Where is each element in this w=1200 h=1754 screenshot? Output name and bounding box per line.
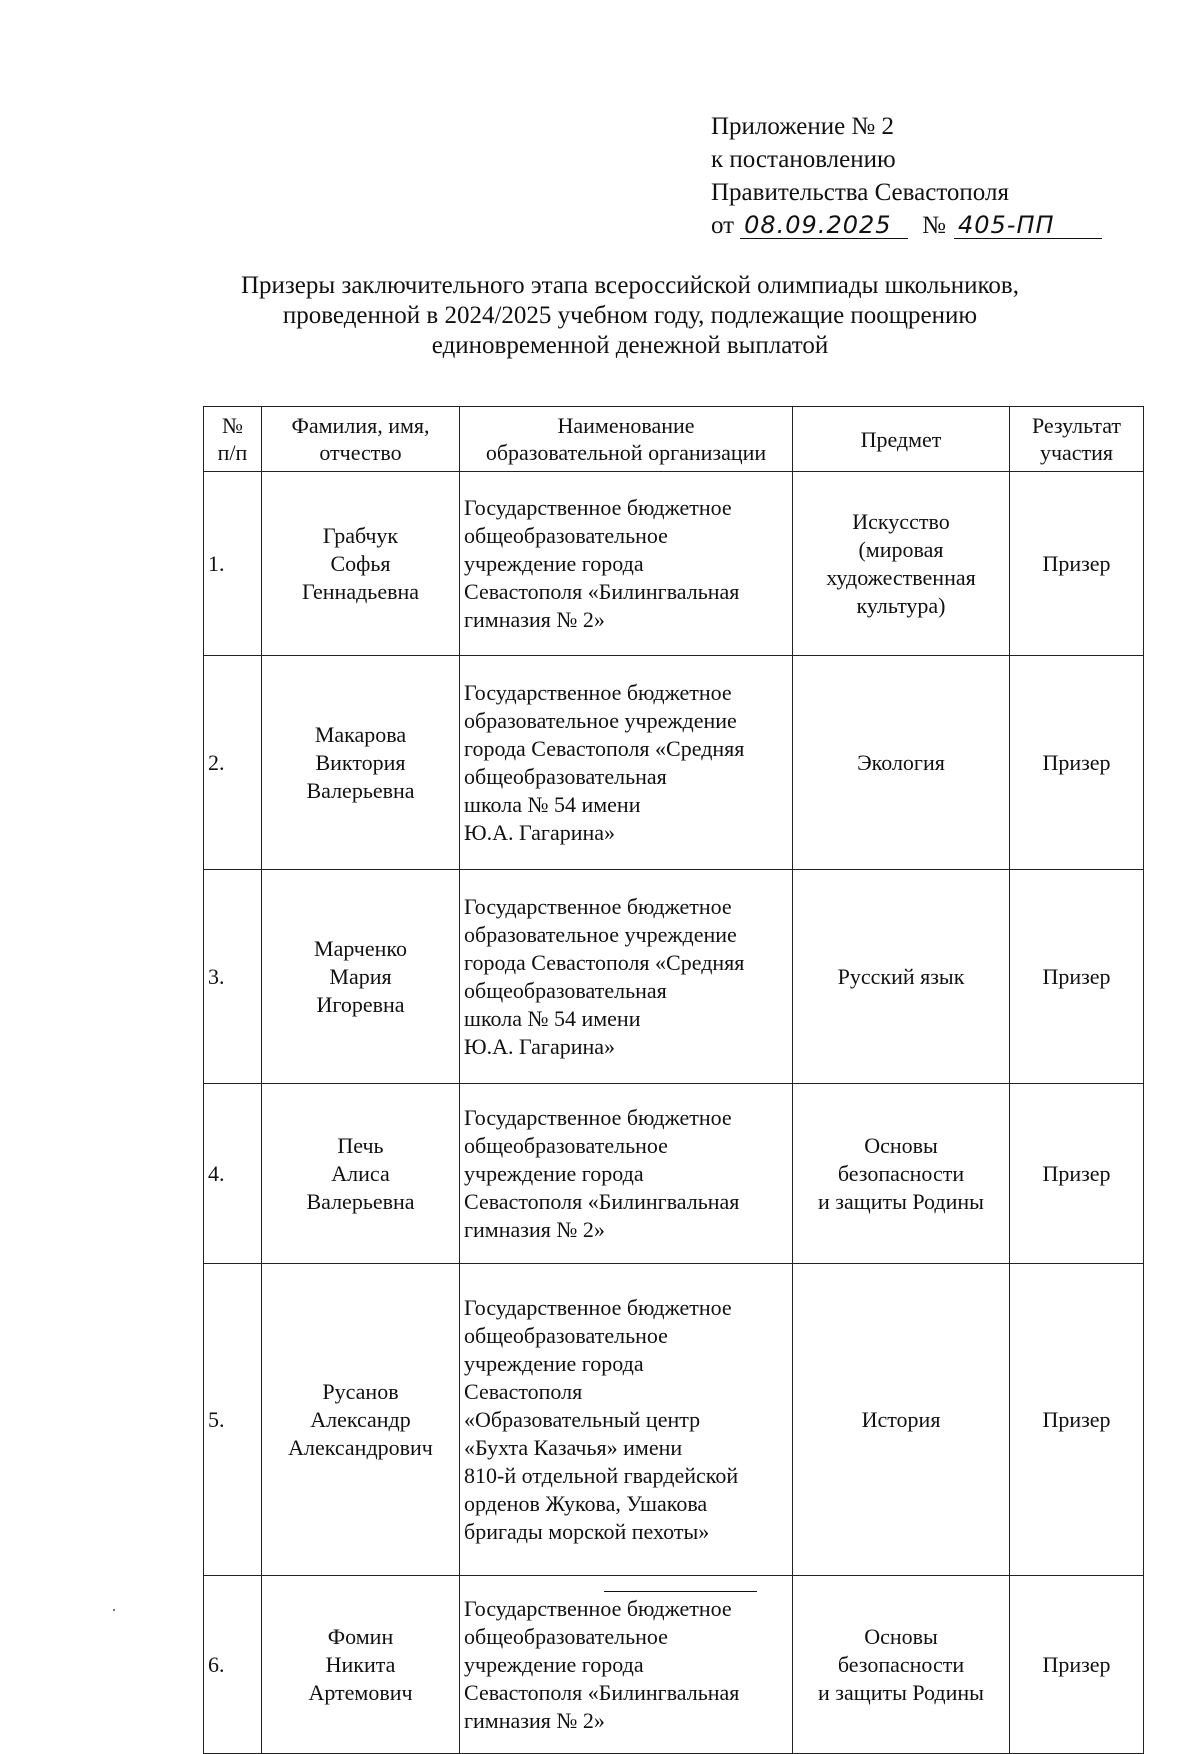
text-line: Фамилия, имя,	[291, 413, 430, 438]
cell-org	[460, 1264, 793, 1576]
text-line: Софья	[330, 550, 391, 576]
winners-table	[203, 406, 1144, 1754]
cell-name	[262, 656, 460, 870]
text-line: безопасности	[837, 1651, 965, 1677]
cell-name	[262, 1084, 460, 1264]
text-line: города Севастополя «Средняя	[464, 949, 745, 975]
text-line: Фомин	[327, 1623, 394, 1649]
text-line: Севастополя «Билингвальная	[464, 1679, 740, 1705]
text-line: школа № 54 имени	[464, 791, 641, 817]
text-line: гимназия № 2»	[464, 1216, 605, 1242]
cell-org	[460, 1084, 793, 1264]
text-line: художественная	[826, 564, 976, 590]
table-row	[204, 656, 1144, 870]
cell-subject	[793, 656, 1010, 870]
text-line: образовательное учреждение	[464, 921, 737, 947]
text-line: города Севастополя «Средняя	[464, 735, 745, 761]
cell-result: Призер	[1010, 1576, 1144, 1754]
table-row	[204, 1084, 1144, 1264]
cell-no: 4.	[204, 1084, 262, 1264]
cell-subject	[793, 1084, 1010, 1264]
text-line: История	[861, 1406, 941, 1432]
cell-no: 5.	[204, 1264, 262, 1576]
text-line: п/п	[217, 440, 248, 465]
text-line: Экология	[857, 749, 945, 775]
text-line: 810-й отдельной гвардейской	[464, 1462, 739, 1488]
text-line: орденов Жукова, Ушакова	[464, 1490, 708, 1516]
text-line: №	[222, 413, 243, 438]
text-line: Результат	[1031, 413, 1122, 438]
text-line: Государственное бюджетное	[464, 1104, 732, 1130]
cell-name	[262, 1576, 460, 1754]
cell-name	[262, 472, 460, 656]
text-line: Ю.А. Гагарина»	[464, 819, 616, 845]
text-line: Игоревна	[316, 991, 405, 1017]
closing-line	[604, 1591, 757, 1592]
text-line: школа № 54 имени	[464, 1005, 641, 1031]
header-no	[204, 407, 262, 472]
text-line: Севастополя	[464, 1378, 583, 1404]
cell-subject	[793, 870, 1010, 1084]
cell-result: Призер	[1010, 656, 1144, 870]
text-line: Русский язык	[837, 963, 965, 989]
cell-subject	[793, 1576, 1010, 1754]
number-prefix: №	[922, 212, 946, 239]
text-line: отчество	[319, 440, 402, 465]
text-line: Геннадьевна	[301, 578, 420, 604]
appendix-block	[711, 110, 1102, 242]
appendix-date-number	[711, 209, 1102, 242]
cell-no: 1.	[204, 472, 262, 656]
header-name	[262, 407, 460, 472]
text-line: Государственное бюджетное	[464, 1294, 732, 1320]
cell-org	[460, 656, 793, 870]
text-line: общеобразовательная	[464, 977, 667, 1003]
text-line: Предмет	[860, 426, 942, 452]
title-line-3: единовременной денежной выплатой	[431, 332, 829, 359]
scan-speck	[113, 1609, 115, 1611]
text-line: учреждение города	[464, 1350, 644, 1376]
text-line: Ю.А. Гагарина»	[464, 1033, 616, 1059]
text-line: общеобразовательное	[464, 522, 668, 548]
table-row	[204, 472, 1144, 656]
text-line: Искусство	[852, 508, 950, 534]
text-line: образовательное учреждение	[464, 707, 737, 733]
title-line-2: проведенной в 2024/2025 учебном году, подлежащие поощрению	[282, 302, 978, 329]
text-line: учреждение города	[464, 550, 644, 576]
text-line: Валерьевна	[306, 777, 415, 803]
text-line: Печь	[337, 1132, 384, 1158]
text-line: Алиса	[331, 1160, 390, 1186]
text-line: общеобразовательная	[464, 763, 667, 789]
cell-name	[262, 1264, 460, 1576]
text-line: Государственное бюджетное	[464, 893, 732, 919]
text-line: и защиты Родины	[818, 1188, 984, 1214]
text-line: Основы	[864, 1132, 938, 1158]
text-line: Государственное бюджетное	[464, 494, 732, 520]
text-line: общеобразовательное	[464, 1132, 668, 1158]
cell-no: 3.	[204, 870, 262, 1084]
text-line: «Образовательный центр	[464, 1406, 701, 1432]
text-line: (мировая	[858, 536, 944, 562]
handwritten-number: 405-ПП	[954, 212, 1102, 239]
title-line-1: Призеры заключительного этапа всероссийской олимпиады школьников,	[241, 272, 1019, 299]
text-line: Валерьевна	[306, 1188, 415, 1214]
text-line: гимназия № 2»	[464, 606, 605, 632]
text-line: Русанов	[322, 1378, 399, 1404]
appendix-ref: к постановлению	[711, 146, 896, 173]
text-line: безопасности	[837, 1160, 965, 1186]
text-line: Наименование	[557, 413, 695, 438]
cell-subject	[793, 1264, 1010, 1576]
cell-name	[262, 870, 460, 1084]
header-org	[460, 407, 793, 472]
text-line: Александр	[310, 1406, 411, 1432]
text-line: и защиты Родины	[818, 1679, 984, 1705]
cell-no: 2.	[204, 656, 262, 870]
text-line: Государственное бюджетное	[464, 1595, 732, 1621]
text-line: участия	[1039, 440, 1114, 465]
table-row	[204, 1576, 1144, 1754]
text-line: Макарова	[314, 721, 407, 747]
cell-result: Призер	[1010, 1264, 1144, 1576]
text-line: образовательной организации	[485, 440, 767, 465]
cell-result: Призер	[1010, 472, 1144, 656]
cell-org	[460, 472, 793, 656]
cell-org	[460, 870, 793, 1084]
text-line: Мария	[329, 963, 392, 989]
cell-subject	[793, 472, 1010, 656]
appendix-authority: Правительства Севастополя	[711, 179, 1009, 206]
appendix-title: Приложение № 2	[711, 113, 895, 140]
header-result	[1010, 407, 1144, 472]
text-line: учреждение города	[464, 1160, 644, 1186]
cell-result: Призер	[1010, 870, 1144, 1084]
header-subject	[793, 407, 1010, 472]
document-title	[150, 271, 1110, 361]
cell-no: 6.	[204, 1576, 262, 1754]
text-line: Александрович	[288, 1434, 433, 1460]
table-row	[204, 870, 1144, 1084]
text-line: Грабчук	[322, 522, 399, 548]
text-line: Артемович	[308, 1679, 413, 1705]
text-line: общеобразовательное	[464, 1322, 668, 1348]
text-line: Севастополя «Билингвальная	[464, 1188, 740, 1214]
text-line: учреждение города	[464, 1651, 644, 1677]
text-line: бригады морской пехоты»	[464, 1518, 710, 1544]
date-prefix: от	[711, 212, 735, 239]
text-line: общеобразовательное	[464, 1623, 668, 1649]
text-line: гимназия № 2»	[464, 1707, 605, 1733]
text-line: Виктория	[315, 749, 406, 775]
handwritten-date: 08.09.2025	[740, 212, 908, 239]
text-line: культура)	[856, 592, 946, 618]
text-line: Марченко	[314, 935, 407, 961]
table-body	[204, 472, 1144, 1754]
cell-org	[460, 1576, 793, 1754]
text-line: Основы	[864, 1623, 938, 1649]
text-line: Севастополя «Билингвальная	[464, 578, 740, 604]
text-line: «Бухта Казачья» имени	[464, 1434, 683, 1460]
table-header-row	[204, 407, 1144, 472]
text-line: Государственное бюджетное	[464, 679, 732, 705]
cell-result: Призер	[1010, 1084, 1144, 1264]
text-line: Никита	[325, 1651, 396, 1677]
table-row	[204, 1264, 1144, 1576]
